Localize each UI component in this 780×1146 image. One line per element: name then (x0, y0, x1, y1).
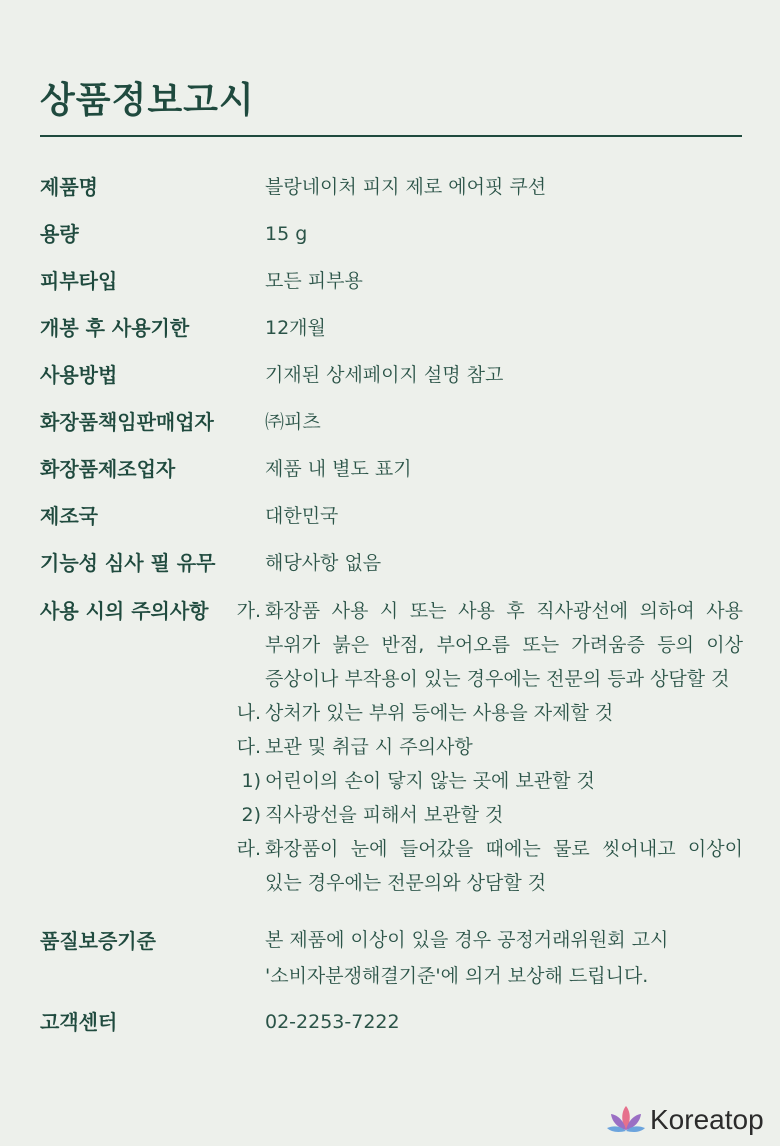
caution-item (265, 866, 743, 900)
caution-marker: 라. (236, 838, 261, 860)
caution-list (236, 594, 743, 900)
watermark-logo (606, 1100, 764, 1140)
row-value: 해당사항 없음 (265, 552, 382, 574)
row-value: ㈜피츠 (265, 411, 321, 433)
caution-text: 직사광선을 피해서 보관할 것 (265, 804, 504, 826)
watermark-text: Koreatop (650, 1104, 764, 1135)
row-value: 블랑네이처 피지 제로 에어핏 쿠션 (265, 176, 547, 198)
row-label: 사용 시의 주의사항 (40, 599, 209, 623)
caution-text: 어린이의 손이 닿지 않는 곳에 보관할 것 (265, 770, 595, 792)
title-divider (40, 135, 742, 137)
caution-marker: 나. (236, 702, 261, 724)
row-value: 15 g (265, 223, 308, 245)
quality-line-2: '소비자분쟁해결기준'에 의거 보상해 드립니다. (265, 965, 649, 987)
caution-text: 부위가 붉은 반점, 부어오름 또는 가려움증 등의 이상 (265, 634, 743, 656)
caution-item (236, 696, 743, 730)
caution-item (236, 730, 743, 764)
row-label: 화장품책임판매업자 (40, 410, 214, 434)
row-value: 기재된 상세페이지 설명 참고 (265, 364, 504, 386)
caution-text: 있는 경우에는 전문의와 상담할 것 (265, 872, 547, 894)
row-label: 품질보증기준 (40, 929, 156, 953)
row-value (265, 922, 743, 994)
caution-text: 화장품 사용 시 또는 사용 후 직사광선에 의하여 사용 (265, 600, 743, 622)
row-label: 제품명 (40, 175, 98, 199)
row-label: 개봉 후 사용기한 (40, 316, 190, 340)
caution-marker: 가. (236, 600, 261, 622)
caution-marker: 다. (236, 736, 261, 758)
row-value: 12개월 (265, 317, 326, 339)
row-label: 화장품제조업자 (40, 457, 176, 481)
caution-text: 상처가 있는 부위 등에는 사용을 자제할 것 (265, 702, 614, 724)
row-label: 제조국 (40, 504, 98, 528)
quality-line-1: 본 제품에 이상이 있을 경우 공정거래위원회 고시 (265, 929, 669, 951)
caution-item (265, 628, 743, 662)
caution-item (241, 764, 743, 798)
caution-item (265, 662, 743, 696)
lotus-icon (606, 1102, 646, 1138)
row-label: 용량 (40, 222, 79, 246)
caution-item (241, 798, 743, 832)
customer-service-phone: 02-2253-7222 (265, 1011, 400, 1033)
row-value: 제품 내 별도 표기 (265, 458, 412, 480)
page-title: 상품정보고시 (40, 80, 255, 121)
row-label: 고객센터 (40, 1010, 118, 1034)
caution-item (236, 594, 743, 628)
row-value: 대한민국 (265, 505, 339, 527)
row-label: 기능성 심사 필 유무 (40, 551, 216, 575)
caution-marker: 2) (241, 804, 261, 826)
caution-item (236, 832, 743, 866)
caution-text: 증상이나 부작용이 있는 경우에는 전문의 등과 상담할 것 (265, 668, 730, 690)
caution-text: 보관 및 취급 시 주의사항 (265, 736, 473, 758)
row-value: 모든 피부용 (265, 270, 363, 292)
caution-text: 화장품이 눈에 들어갔을 때에는 물로 씻어내고 이상이 (265, 838, 743, 860)
row-label: 피부타입 (40, 269, 118, 293)
row-label: 사용방법 (40, 363, 118, 387)
caution-marker: 1) (241, 770, 261, 792)
